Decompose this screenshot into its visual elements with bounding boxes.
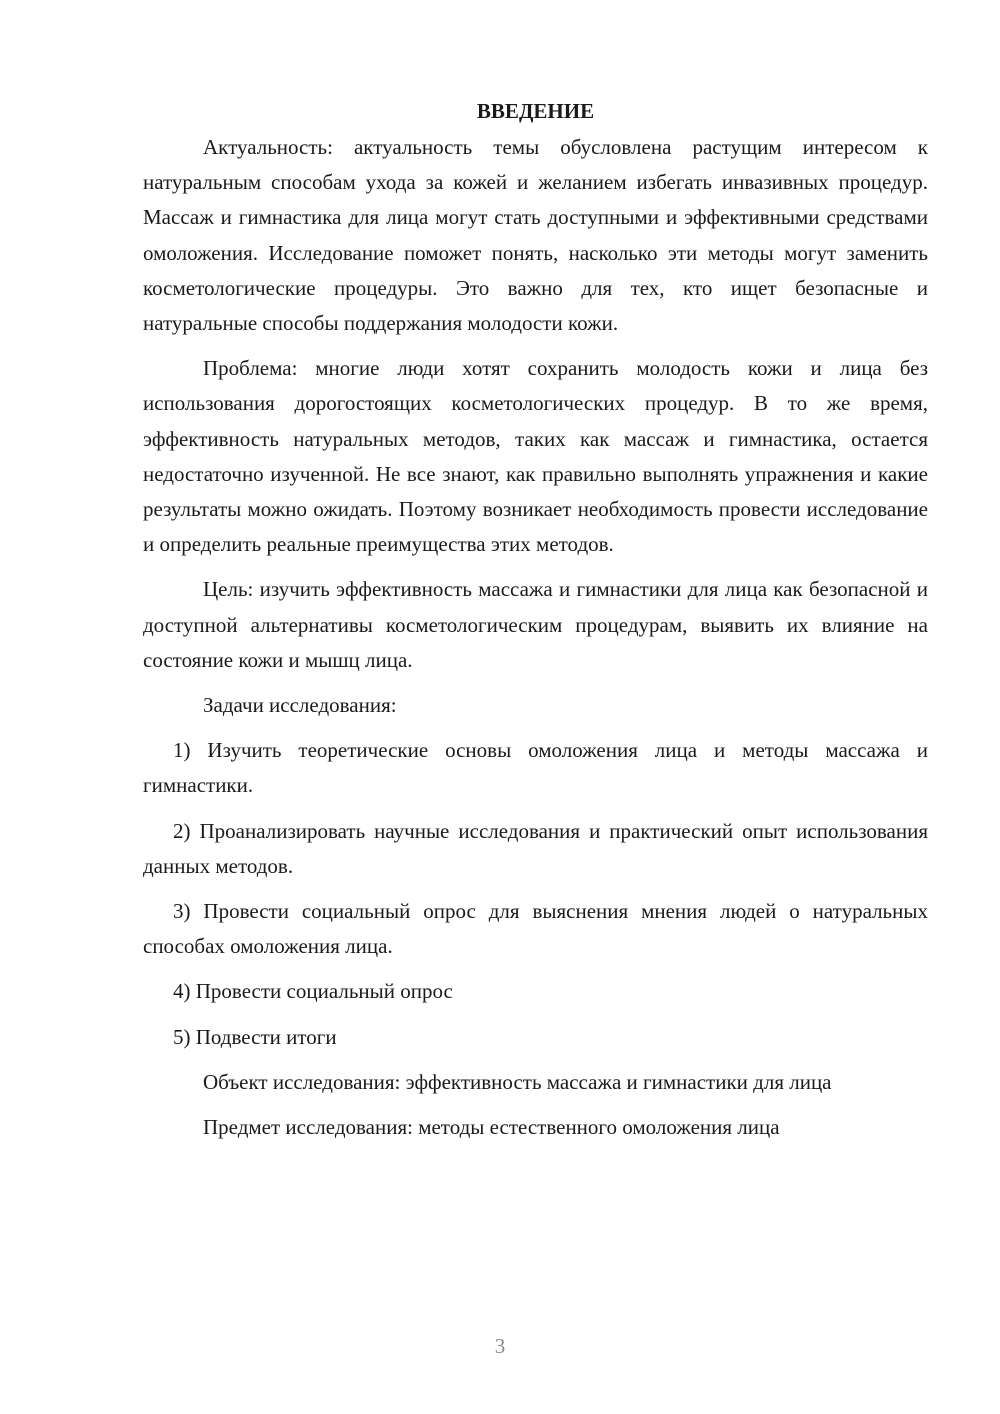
goal-paragraph: Цель: изучить эффективность массажа и гимнастики для лица как безопасной и доступной альтернативы косметологическим процедурам, выявить их влияние на состояние кожи и мышц лица. xyxy=(143,577,928,672)
tasks-title: Задачи исследования: xyxy=(203,693,397,718)
task-item-4: 4) Провести социальный опрос xyxy=(173,979,453,1004)
object-paragraph: Объект исследования: эффективность массажа и гимнастики для лица xyxy=(203,1069,832,1094)
relevance-paragraph: Актуальность: актуальность темы обусловлена растущим интересом к натуральным способам ухода за кожей и желанием избегать инвазивных процедур. Массаж и гимнастика для лица могут стать доступными и эффективными средствами омоложения. Исследование поможет понять, насколько эти методы могут заменить косметологические процедуры. Это важно для тех, кто ищет безопасные и натуральные способы поддержания молодости кожи. xyxy=(143,135,928,336)
task-item-2: 2) Проанализировать научные исследования и практический опыт использования данных методов. xyxy=(143,818,928,878)
task-item-5: 5) Подвести итоги xyxy=(173,1024,337,1049)
page-title: ВВЕДЕНИЕ xyxy=(476,99,595,123)
problem-paragraph: Проблема: многие люди хотят сохранить молодость кожи и лица без использования дорогостоящих косметологических процедур. В то же время, эффективность натуральных методов, таких как массаж и гимнастика, остается недостаточно изученной. Не все знают, как правильно выполнять упражнения и какие результаты можно ожидать. Поэтому возникает необходимость провести исследование и определить реальные преимущества этих методов. xyxy=(143,356,928,557)
page-content xyxy=(143,96,928,1155)
page-number: 3 xyxy=(494,1334,506,1358)
task-item-3: 3) Провести социальный опрос для выяснения мнения людей о натуральных способах омоложения лица. xyxy=(143,899,928,959)
task-item-1: 1) Изучить теоретические основы омоложения лица и методы массажа и гимнастики. xyxy=(143,738,928,798)
subject-paragraph: Предмет исследования: методы естественного омоложения лица xyxy=(203,1115,780,1140)
